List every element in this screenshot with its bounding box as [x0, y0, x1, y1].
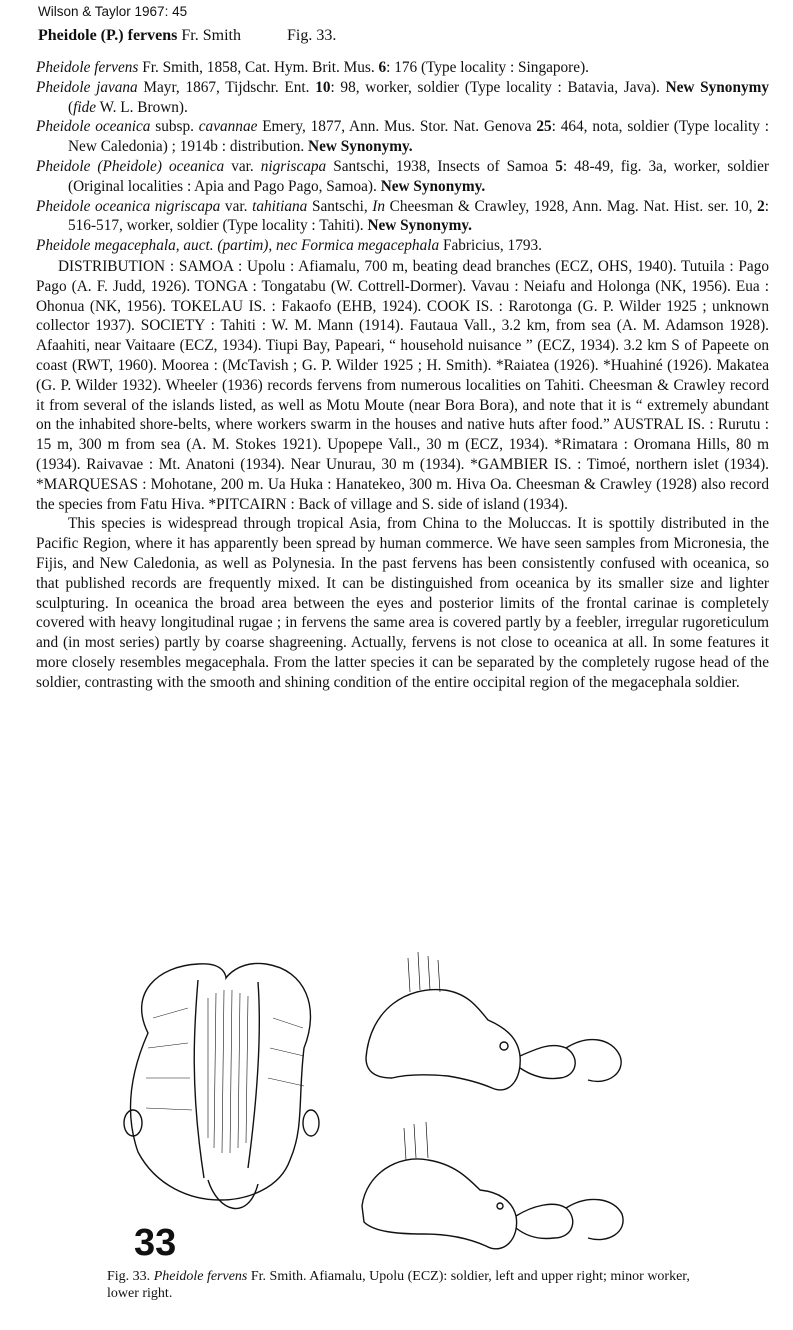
synonymy-entry: Pheidole javana Mayr, 1867, Tijdschr. Ent. 10: 98, worker, soldier (Type locality : Batavia, Java). New Synonymy (fide W. L. Brown). [36, 78, 770, 116]
soldier-profile-drawing [366, 952, 621, 1090]
caption-text: Fr. Smith. Afiamalu, Upolu (ECZ): soldier, left and upper right; minor worker, lower right. [107, 1269, 690, 1301]
synonymy-entry: Pheidole oceanica nigriscapa var. tahitiana Santschi, In Cheesman & Crawley, 1928, Ann. Mag. Nat. Hist. ser. 10, 2: 516-517, worker, soldier (Type locality : Tahiti). New Synonymy. [36, 197, 769, 235]
figure-caption [107, 1268, 707, 1302]
caption-label: Fig. 33. [107, 1269, 151, 1284]
distribution-heading: DISTRIBUTION : [58, 257, 175, 275]
body-text [36, 58, 769, 693]
synonymy-entry: Pheidole megacephala, auct. (partim), nec Formica megacephala Fabricius, 1793. [36, 237, 542, 255]
specimen-illustration [108, 938, 698, 1266]
species-heading [38, 27, 336, 45]
species-name: Pheidole (P.) fervens [38, 27, 178, 44]
synonymy-entry: Pheidole fervens Fr. Smith, 1858, Cat. Hym. Brit. Mus. 6: 176 (Type locality : Singapore). [36, 59, 589, 76]
discussion-paragraph: This species is widespread through tropical Asia, from China to the Moluccas. It is spottily distributed in the Pacific Region, where it has apparently been spread by human commerce. We have seen samples from Micronesia, the Fijis, and New Caledonia, as well as Polynesia. In the past fervens has been consistently confused with oceanica, so that published records are frequently mixed. It can be distinguished from oceanica by its smaller size and lighter sculpturing. In oceanica the broad area between the eyes and posterior limits of the frontal carinae is completely covered with heavy longitudinal rugae ; in fervens the same area is covered partly by a feebler, irregular rugoreticulum and (in most series) partly by coarse shagreening. Actually, fervens is not close to oceanica at all. In some features it more closely resembles megacephala. From the latter species it can be separated by the completely rugose head of the soldier, contrasting with the smooth and shining condition of the entire occipital region of the megacephala soldier. [36, 515, 769, 691]
distribution-paragraph [36, 257, 769, 514]
caption-species: Pheidole fervens [153, 1269, 248, 1284]
distribution-text: SAMOA : Upolu : Afiamalu, 700 m, beating dead branches (ECZ, OHS, 1940). Tutuila : Pago Pago (A. F. Judd, 1926). TONGA : Tongatabu (W. Cottrell-Dormer). Vavau : Neiafu and Holonga (NK, 1956). Eua : Ohonua (NK, 1956). TOKELAU IS. : Fakaofo (EHB, 1924). COOK IS. : Rarotonga (G. P. Wilder 1925 ; unknown collector 1937). SOCIETY : Tahiti : W. M. Mann (1914). Fautaua Vall., 3.2 km, from sea (A. M. Adamson 1928). Afaahiti, near Vaitaare (ECZ, 1934). Tiupi Bay, Papeari, “ household nuisance ” (ECZ, 1934). 3.2 km S of Papeete on coast (RWT, 1960). Moorea : (McTavish ; G. P. Wilder 1925 ; H. Smith). *Raiatea (1926). *Huahiné (1926). Makatea (G. P. Wilder 1932). Wheeler (1936) records fervens from numerous localities on Tahiti. Cheesman & Crawley record it from several of the islands listed, as well as Motu Moute (near Bora Bora), and note that it is “ extremely abundant on the inhabited shore-belts, where workers swarm in the houses and native huts after food.” AUSTRAL IS. : Rurutu : 15 m, 300 m from sea (A. M. Stokes 1921). Upopepe Vall., 30 m (ECZ, 1934). *Rimatara : Oromana Hills, 80 m (1934). Raivavae : Mt. Anatoni (1934). Near Unurau, 30 m (1934). *GAMBIER IS. : Timoé, northern islet (1934). *MARQUESAS : Mohotane, 200 m. Ua Huka : Hanatekeo, 300 m. Hiva Oa. Cheesman & Crawley (1928) also record the species from Fatu Hiva. *PITCAIRN : Back of village and S. side of island (1934). [36, 257, 770, 513]
species-author: Fr. Smith [177, 27, 241, 44]
running-head: Wilson & Taylor 1967: 45 [38, 4, 188, 19]
soldier-head-drawing [124, 963, 319, 1208]
figure-number: 33 [134, 1222, 177, 1264]
figure-reference: Fig. 33. [286, 27, 337, 44]
synonymy-entry: Pheidole (Pheidole) oceanica var. nigriscapa Santschi, 1938, Insects of Samoa 5: 48-49, fig. 3a, worker, soldier (Original localities : Apia and Pago Pago, Samoa). New Synonymy. [36, 157, 769, 195]
synonymy-entry: Pheidole oceanica subsp. cavannae Emery, 1877, Ann. Mus. Stor. Nat. Genova 25: 464, nota, soldier (Type locality : New Caledonia) ; 1914b : distribution. New Synonymy. [36, 118, 770, 156]
worker-profile-drawing [362, 1122, 623, 1249]
